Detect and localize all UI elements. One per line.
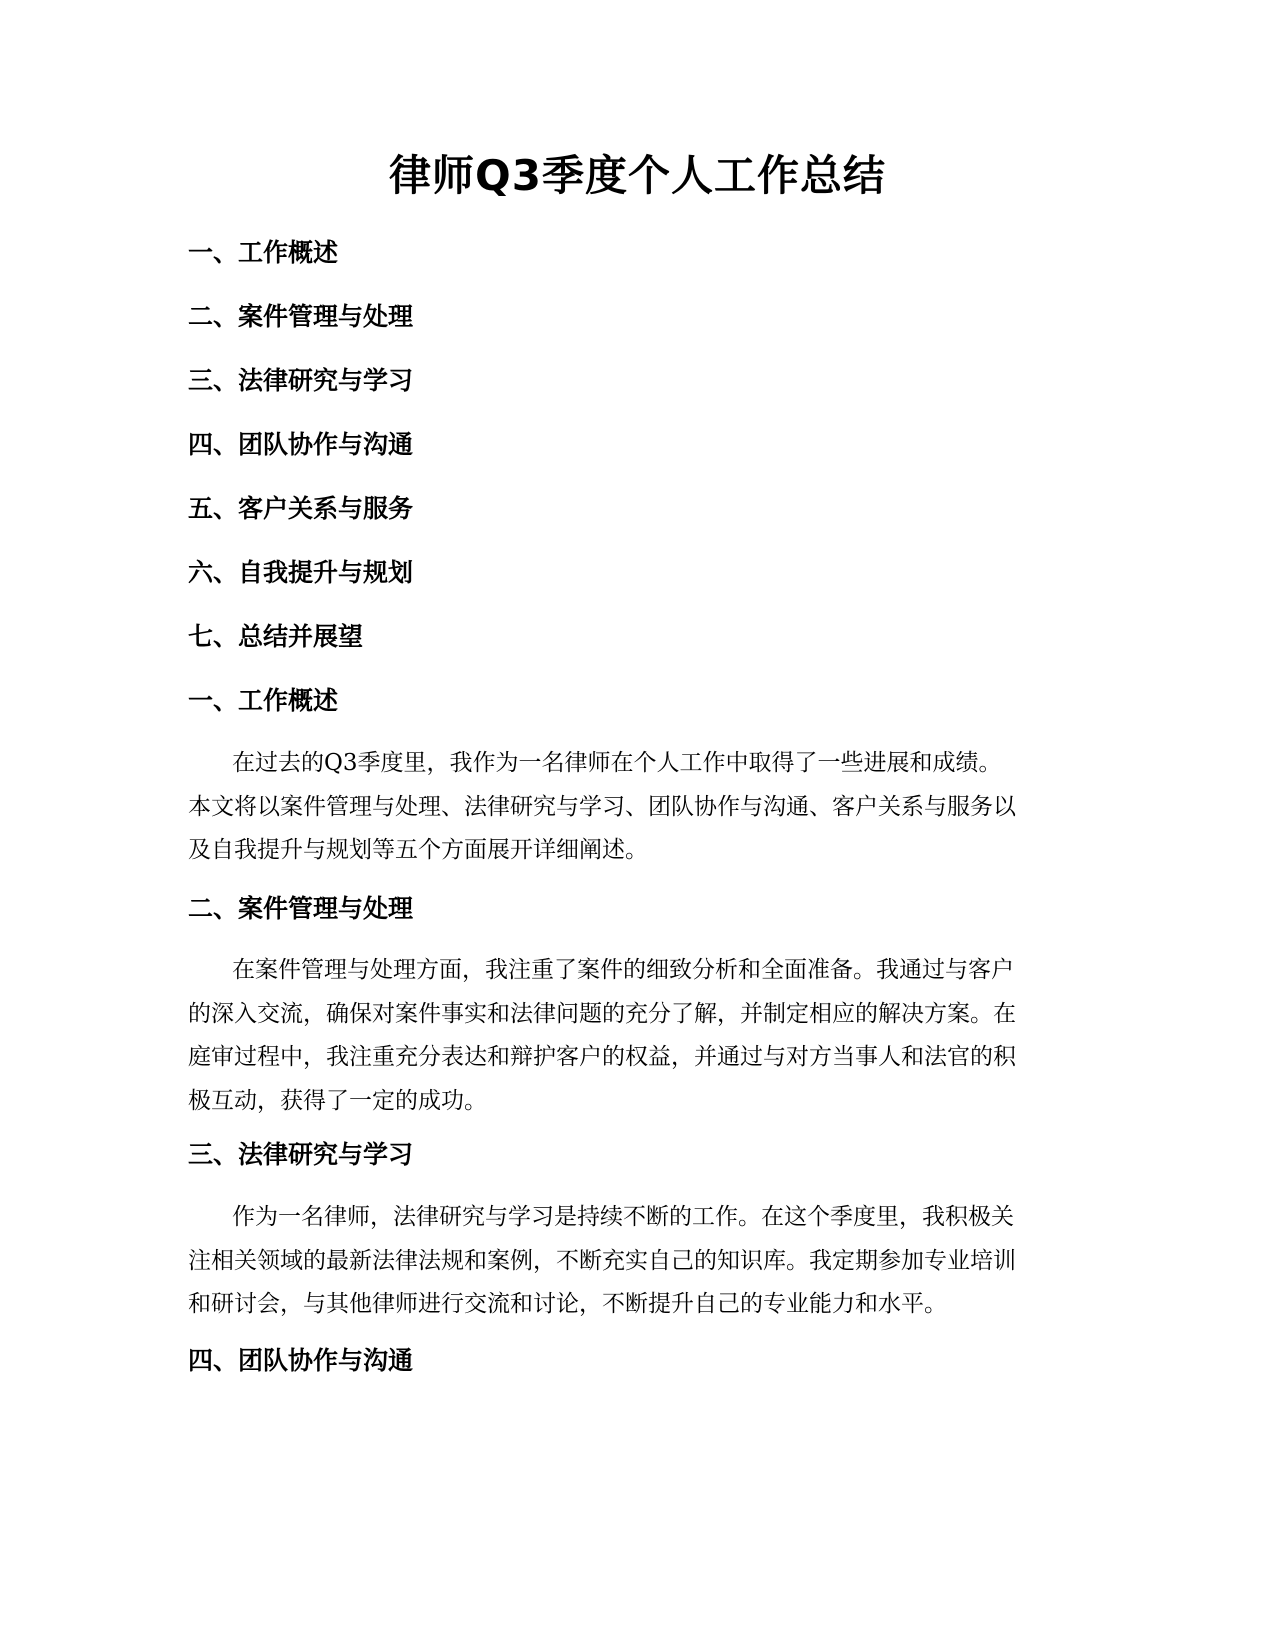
section-body-overview [188,742,1088,873]
toc-item-5: 五、客户关系与服务 [188,494,414,523]
section-heading-overview: 一、工作概述 [188,686,339,715]
section-body-case-management [188,949,1088,1123]
toc-item-6: 六、自我提升与规划 [188,558,414,587]
paragraph-line: 在案件管理与处理方面，我注重了案件的细致分析和全面准备。我通过与客户 [232,957,1014,983]
paragraph-line: 本文将以案件管理与处理、法律研究与学习、团队协作与沟通、客户关系与服务以 [188,793,1016,820]
section-heading-legal-research: 三、法律研究与学习 [188,1140,414,1169]
paragraph-line: 及自我提升与规划等五个方面展开详细阐述。 [188,837,648,863]
toc-item-4: 四、团队协作与沟通 [188,430,414,459]
toc-item-7: 七、总结并展望 [188,622,364,651]
toc-item-2: 二、案件管理与处理 [188,302,414,331]
section-heading-case-management: 二、案件管理与处理 [188,894,414,923]
paragraph-line: 庭审过程中，我注重充分表达和辩护客户的权益，并通过与对方当事人和法官的积 [188,1044,1016,1070]
paragraph-line: 极互动，获得了一定的成功。 [188,1087,487,1114]
paragraph-line: 作为一名律师，法律研究与学习是持续不断的工作。在这个季度里，我积极关 [232,1204,1014,1230]
paragraph-line: 的深入交流，确保对案件事实和法律问题的充分了解，并制定相应的解决方案。在 [188,1000,1016,1027]
section-heading-teamwork: 四、团队协作与沟通 [188,1346,414,1375]
paragraph-line: 和研讨会，与其他律师进行交流和讨论，不断提升自己的专业能力和水平。 [188,1291,947,1317]
page-title: 律师Q3季度个人工作总结 [389,151,886,200]
toc-item-1: 一、工作概述 [188,238,339,267]
paragraph-line: 注相关领域的最新法律法规和案例，不断充实自己的知识库。我定期参加专业培训 [188,1247,1016,1274]
section-body-legal-research [188,1196,1088,1327]
toc-item-3: 三、法律研究与学习 [188,366,414,395]
paragraph-line: 在过去的Q3季度里，我作为一名律师在个人工作中取得了一些进展和成绩。 [232,750,1002,776]
